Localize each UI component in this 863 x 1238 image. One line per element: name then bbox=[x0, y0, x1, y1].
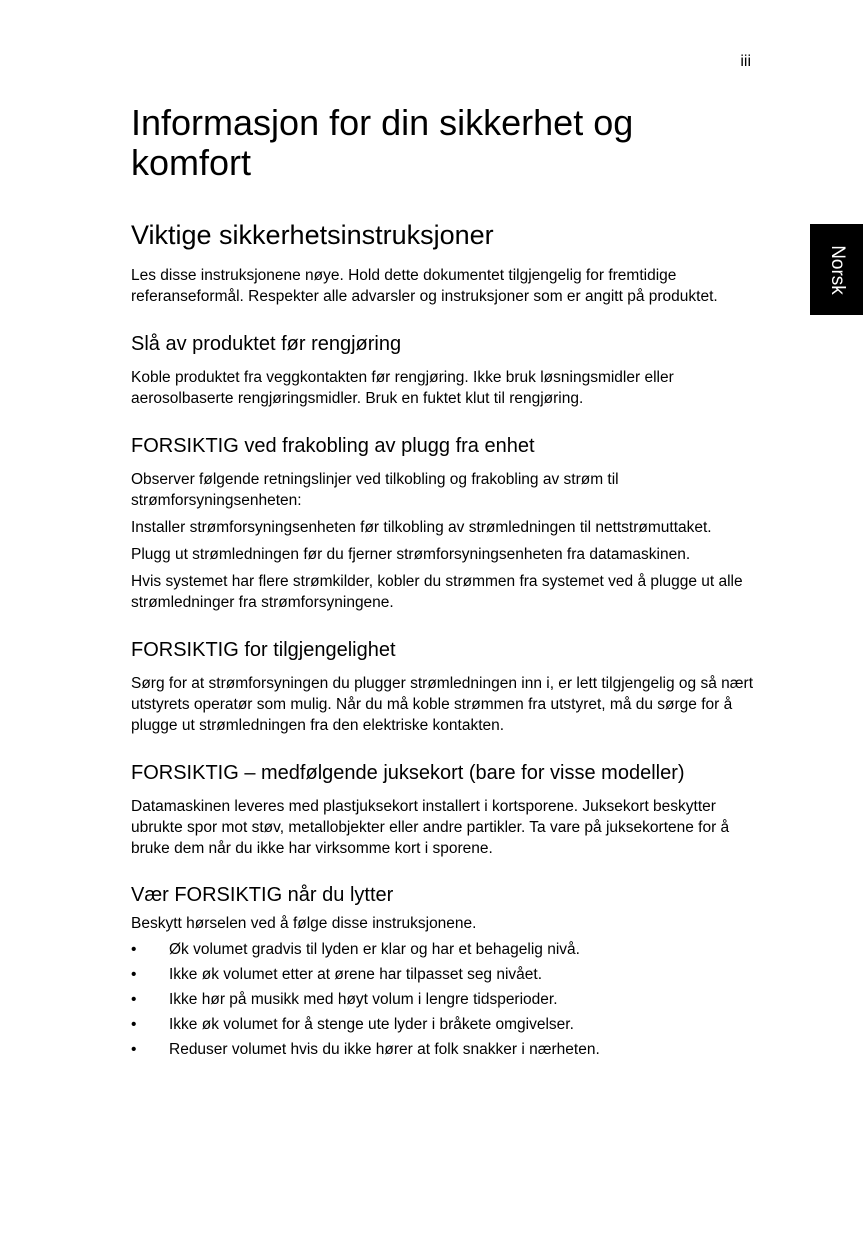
section-heading: Vær FORSIKTIG når du lytter bbox=[131, 884, 394, 906]
list-item-text: Reduser volumet hvis du ikke hører at folk snakker i nærheten. bbox=[169, 1041, 600, 1058]
section-dummy-cards bbox=[131, 761, 756, 859]
language-tab-label: Norsk bbox=[826, 244, 848, 295]
list-item bbox=[131, 1039, 756, 1060]
section-listening bbox=[131, 883, 756, 1060]
section-paragraph: Installer strømforsyningsenheten før tilkobling av strømledningen til nettstrømuttaket. bbox=[131, 519, 712, 536]
list-item-text: Ikke hør på musikk med høyt volum i lengre tidsperioder. bbox=[169, 991, 558, 1008]
section-accessibility bbox=[131, 638, 756, 736]
list-item-text: Øk volumet gradvis til lyden er klar og har et behagelig nivå. bbox=[169, 941, 580, 958]
section-unplugging bbox=[131, 434, 756, 613]
bullet-list bbox=[131, 939, 756, 1060]
language-tab bbox=[810, 224, 863, 315]
section-heading: FORSIKTIG for tilgjengelighet bbox=[131, 639, 396, 661]
bullet-icon: • bbox=[131, 991, 137, 1008]
page-number: iii bbox=[740, 53, 751, 70]
list-item bbox=[131, 1014, 756, 1035]
section-heading: FORSIKTIG ved frakobling av plugg fra enhet bbox=[131, 435, 535, 457]
section-paragraph: Koble produktet fra veggkontakten før rengjøring. Ikke bruk løsningsmidler eller aerosolbaserte rengjøringsmidler. Bruk en fuktet klut til rengjøring. bbox=[131, 369, 674, 407]
section-paragraph: Plugg ut strømledningen før du fjerner strømforsyningsenheten fra datamaskinen. bbox=[131, 546, 691, 563]
list-item-text: Ikke øk volumet for å stenge ute lyder i bråkete omgivelser. bbox=[169, 1016, 574, 1033]
section-paragraph: Sørg for at strømforsyningen du plugger strømledningen inn i, er lett tilgjengelig og så nært utstyrets operatør som mulig. Når du må koble strømmen fra utstyret, må du sørge for å plugge ut strømledningen fra den elektriske kontakten. bbox=[131, 675, 754, 734]
section-heading: Slå av produktet før rengjøring bbox=[131, 333, 402, 355]
section-paragraph: Datamaskinen leveres med plastjuksekort installert i kortsporene. Juksekort beskytter ubrukte spor mot støv, metallobjekter eller andre partikler. Ta vare på juksekortene for å bruke dem når du ikke har virksomme kort i sporene. bbox=[131, 798, 730, 857]
list-item bbox=[131, 989, 756, 1010]
section-paragraph: Beskytt hørselen ved å følge disse instruksjonene. bbox=[131, 915, 477, 932]
bullet-icon: • bbox=[131, 1016, 137, 1033]
intro-paragraph: Les disse instruksjonene nøye. Hold dette dokumentet tilgjengelig for fremtidige referanseformål. Respekter alle advarsler og instruksjoner som er angitt på produktet. bbox=[131, 267, 718, 305]
bullet-icon: • bbox=[131, 966, 137, 983]
section-paragraph: Hvis systemet har flere strømkilder, kobler du strømmen fra systemet ved å plugge ut alle strømledninger fra strømforsyningene. bbox=[131, 573, 743, 611]
page-title: Informasjon for din sikkerhet og komfort bbox=[131, 102, 634, 183]
list-item-text: Ikke øk volumet etter at ørene har tilpasset seg nivået. bbox=[169, 966, 543, 983]
document-body bbox=[131, 103, 756, 1064]
section-heading: FORSIKTIG – medfølgende juksekort (bare for visse modeller) bbox=[131, 762, 685, 784]
list-item bbox=[131, 939, 756, 960]
section-title: Viktige sikkerhetsinstruksjoner bbox=[131, 220, 494, 250]
bullet-icon: • bbox=[131, 941, 137, 958]
section-paragraph: Observer følgende retningslinjer ved tilkobling og frakobling av strøm til strømforsyningsenheten: bbox=[131, 471, 619, 509]
list-item bbox=[131, 964, 756, 985]
section-cleaning bbox=[131, 332, 756, 409]
bullet-icon: • bbox=[131, 1041, 137, 1058]
